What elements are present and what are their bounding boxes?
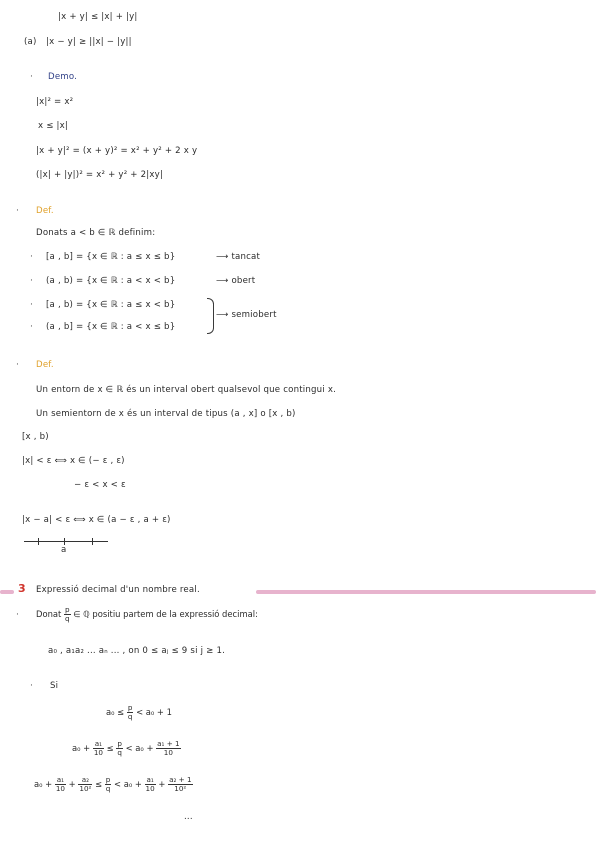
interval-closed: [a , b] = {x ∈ ℝ : a ≤ x ≤ b} xyxy=(46,252,176,262)
denominator: q xyxy=(64,614,70,623)
text: + xyxy=(158,779,166,789)
heading-bar-right xyxy=(256,590,596,594)
fraction xyxy=(156,740,180,757)
bullet: · xyxy=(30,72,33,82)
bullet: · xyxy=(30,300,33,310)
numerator: a₁ xyxy=(56,775,65,784)
def-title: Def. xyxy=(36,206,54,216)
number-line-tick xyxy=(38,538,39,545)
text: a₀ + xyxy=(72,743,91,753)
denominator: 10 xyxy=(145,784,155,793)
fraction xyxy=(55,776,66,793)
def-title: Def. xyxy=(36,360,54,370)
denominator: 10 xyxy=(93,748,103,757)
group-brace xyxy=(207,298,214,334)
semiopen-label: ⟶ semiobert xyxy=(216,310,277,320)
demo-line: (|x| + |y|)² = x² + y² + 2|xy| xyxy=(36,170,164,180)
denominator: q xyxy=(117,748,122,757)
triangle-inequality: |x + y| ≤ |x| + |y| xyxy=(58,12,138,22)
text: a₀ + xyxy=(34,779,53,789)
number-line xyxy=(24,541,108,542)
numerator: a₁ + 1 xyxy=(157,739,180,748)
denominator: 10 xyxy=(55,784,65,793)
bullet: · xyxy=(16,610,19,620)
text: a₀ ≤ xyxy=(106,707,125,717)
numerator: a₂ xyxy=(78,776,92,785)
reverse-inequality-label: (a) xyxy=(24,37,37,47)
fraction xyxy=(145,776,156,793)
numerator: a₂ + 1 xyxy=(169,775,192,784)
def-intro: Donats a < b ∈ ℝ definim: xyxy=(36,228,156,238)
continuation-dots: ... xyxy=(184,812,193,822)
fraction-p-q xyxy=(105,776,112,793)
section-title: Expressió decimal d'un nombre real. xyxy=(36,585,200,595)
denominator: 10² xyxy=(79,784,92,793)
fraction-p-q xyxy=(64,606,71,623)
number-line-tick xyxy=(64,538,65,545)
numerator: p xyxy=(127,703,133,712)
interval-open-label: ⟶ obert xyxy=(216,276,256,286)
text: ≤ xyxy=(95,779,103,789)
fraction xyxy=(93,740,104,757)
bullet: · xyxy=(30,252,33,262)
bullet: · xyxy=(16,206,19,216)
text: < a₀ + xyxy=(125,743,154,753)
decimal-intro xyxy=(36,606,258,623)
denominator: 10 xyxy=(163,748,173,757)
def-text: Un entorn de x ∈ ℝ és un interval obert qualsevol que contingui x. xyxy=(36,385,337,395)
numerator: p xyxy=(117,739,122,748)
inequality-row xyxy=(34,776,193,793)
number-line-label: a xyxy=(61,545,67,555)
interval-half-open: (a , b] = {x ∈ ℝ : a < x ≤ b} xyxy=(46,322,176,332)
demo-line: |x|² = x² xyxy=(36,97,74,107)
demo-line: x ≤ |x| xyxy=(38,121,69,131)
denominator: q xyxy=(105,784,111,793)
bullet: · xyxy=(16,360,19,370)
section-number: 3 xyxy=(18,582,26,595)
fraction-p-q xyxy=(127,704,134,721)
reverse-inequality: |x − y| ≥ ||x| − |y|| xyxy=(46,37,132,47)
text: ∈ ℚ positiu partem de la expressió decimal: xyxy=(73,609,258,619)
text: < a₀ + 1 xyxy=(136,707,172,717)
bullet: · xyxy=(30,276,33,286)
text: ≤ xyxy=(106,743,114,753)
heading-bar-left xyxy=(0,590,14,594)
interval-closed-label: ⟶ tancat xyxy=(216,252,261,262)
inequality-row xyxy=(72,740,181,757)
bullet: · xyxy=(30,322,33,332)
text: < a₀ + xyxy=(114,779,142,789)
numerator: a₁ xyxy=(94,739,103,748)
def-text: [x , b) xyxy=(22,432,49,442)
epsilon-equivalence: |x| < ε ⟺ x ∈ (− ε , ε) xyxy=(22,456,125,466)
denominator: q xyxy=(127,712,133,721)
interval-open: (a , b) = {x ∈ ℝ : a < x < b} xyxy=(46,276,176,286)
def-text: Un semientorn de x és un interval de tipus (a , x] o [x , b) xyxy=(36,409,296,419)
demo-title: Demo. xyxy=(48,72,78,82)
numerator: p xyxy=(64,605,70,614)
decimal-expansion: a₀ , a₁a₂ ... aₙ ... , on 0 ≤ aⱼ ≤ 9 si j ≥ 1. xyxy=(48,646,226,656)
numerator: p xyxy=(105,775,111,784)
number-line-tick xyxy=(92,538,93,545)
si-label: Si xyxy=(50,681,59,691)
fraction-p-q xyxy=(116,740,123,757)
bullet: · xyxy=(30,681,33,691)
text: Donat xyxy=(36,609,62,619)
interval-half-open: [a , b) = {x ∈ ℝ : a ≤ x < b} xyxy=(46,300,176,310)
fraction xyxy=(168,776,192,793)
text: + xyxy=(68,779,76,789)
epsilon-neighbourhood: |x − a| < ε ⟺ x ∈ (a − ε , a + ε) xyxy=(22,515,171,525)
inequality-row xyxy=(106,704,172,721)
numerator: a₁ xyxy=(146,775,154,784)
denominator: 10² xyxy=(174,784,187,793)
demo-line: |x + y|² = (x + y)² = x² + y² + 2 x y xyxy=(36,146,198,156)
fraction xyxy=(78,776,92,793)
epsilon-inequality: − ε < x < ε xyxy=(74,480,126,490)
